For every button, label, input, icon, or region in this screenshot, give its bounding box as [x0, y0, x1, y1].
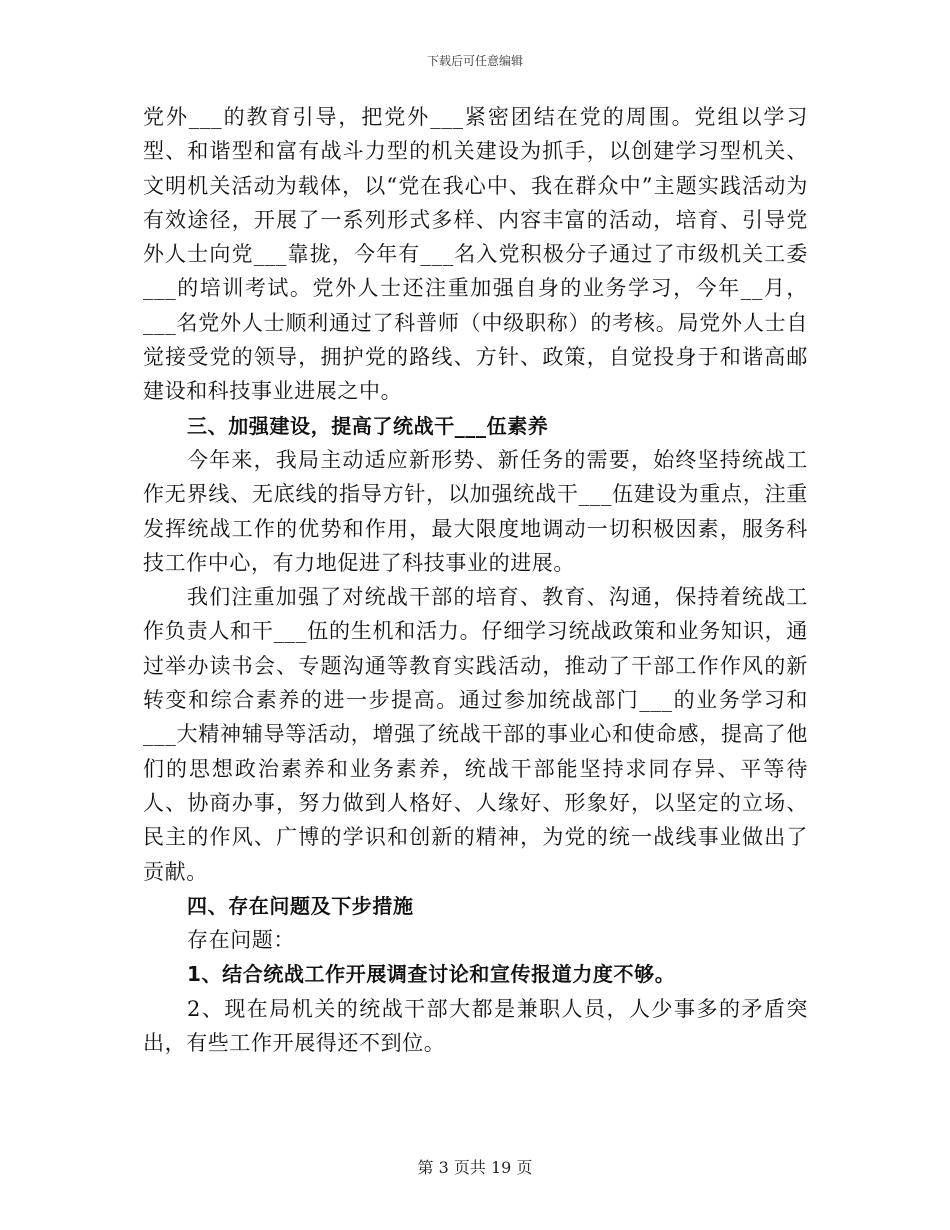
problem-item-2: 2、现在局机关的统战干部大都是兼职人员，人少事多的矛盾突出，有些工作开展得还不到位。: [143, 996, 808, 1056]
section-heading-3: 三、加强建设，提高了统战干___伍素养: [187, 413, 549, 438]
paragraph-cadre-training: 我们注重加强了对统战干部的培育、教育、沟通，保持着统战工作负责人和干___伍的生机和活力。仔细学习统战政策和业务知识，通过举办读书会、专题沟通等教育实践活动，推动了干部工作作风的新转变和综合素养的进一步提高。通过参加统战部门___的业务学习和___大精神辅导等活动，增强了统战干部的事业心和使命感，提高了他们的思想政治素养和业务素养，统战干部能坚持求同存异、平等待人、协商办事，努力做到人格好、人缘好、形象好，以坚定的立场、民主的作风、广博的学识和创新的精神，为党的统一战线事业做出了贡献。: [143, 585, 808, 884]
document-body: [143, 100, 808, 1060]
paragraph-adapt-new-situation: 今年来，我局主动适应新形势、新任务的需要，始终坚持统战工作无界线、无底线的指导方针，以加强统战干___伍建设为重点，注重发挥统战工作的优势和作用，最大限度地调动一切积极因素，服务科技工作中心，有力地促进了科技事业的进展。: [143, 447, 808, 575]
problem-item-1: 1、结合统战工作开展调查讨论和宣传报道力度不够。: [187, 962, 676, 987]
page-footer: 第 3 页共 19 页: [417, 1158, 533, 1177]
paragraph-party-outside-guidance: 党外___的教育引导，把党外___紧密团结在党的周围。党组以学习型、和谐型和富有战斗力型的机关建设为抓手，以创建学习型机关、文明机关活动为载体，以“党在我心中、我在群众中”主题实践活动为有效途径，开展了一系列形式多样、内容丰富的活动，培育、引导党外人士向党___靠拢，今年有___名入党积极分子通过了市级机关工委___的培训考试。党外人士还注重加强自身的业务学习，今年__月，___名党外人士顺利通过了科普师（中级职称）的考核。局党外人士自觉接受党的领导，拥护党的路线、方针、政策，自觉投身于和谐高邮建设和科技事业进展之中。: [143, 105, 808, 404]
section-heading-4: 四、存在问题及下步措施: [187, 893, 414, 918]
page-header: 下载后可任意编辑: [426, 54, 523, 68]
paragraph-existing-problems-label: 存在问题：: [187, 928, 295, 953]
